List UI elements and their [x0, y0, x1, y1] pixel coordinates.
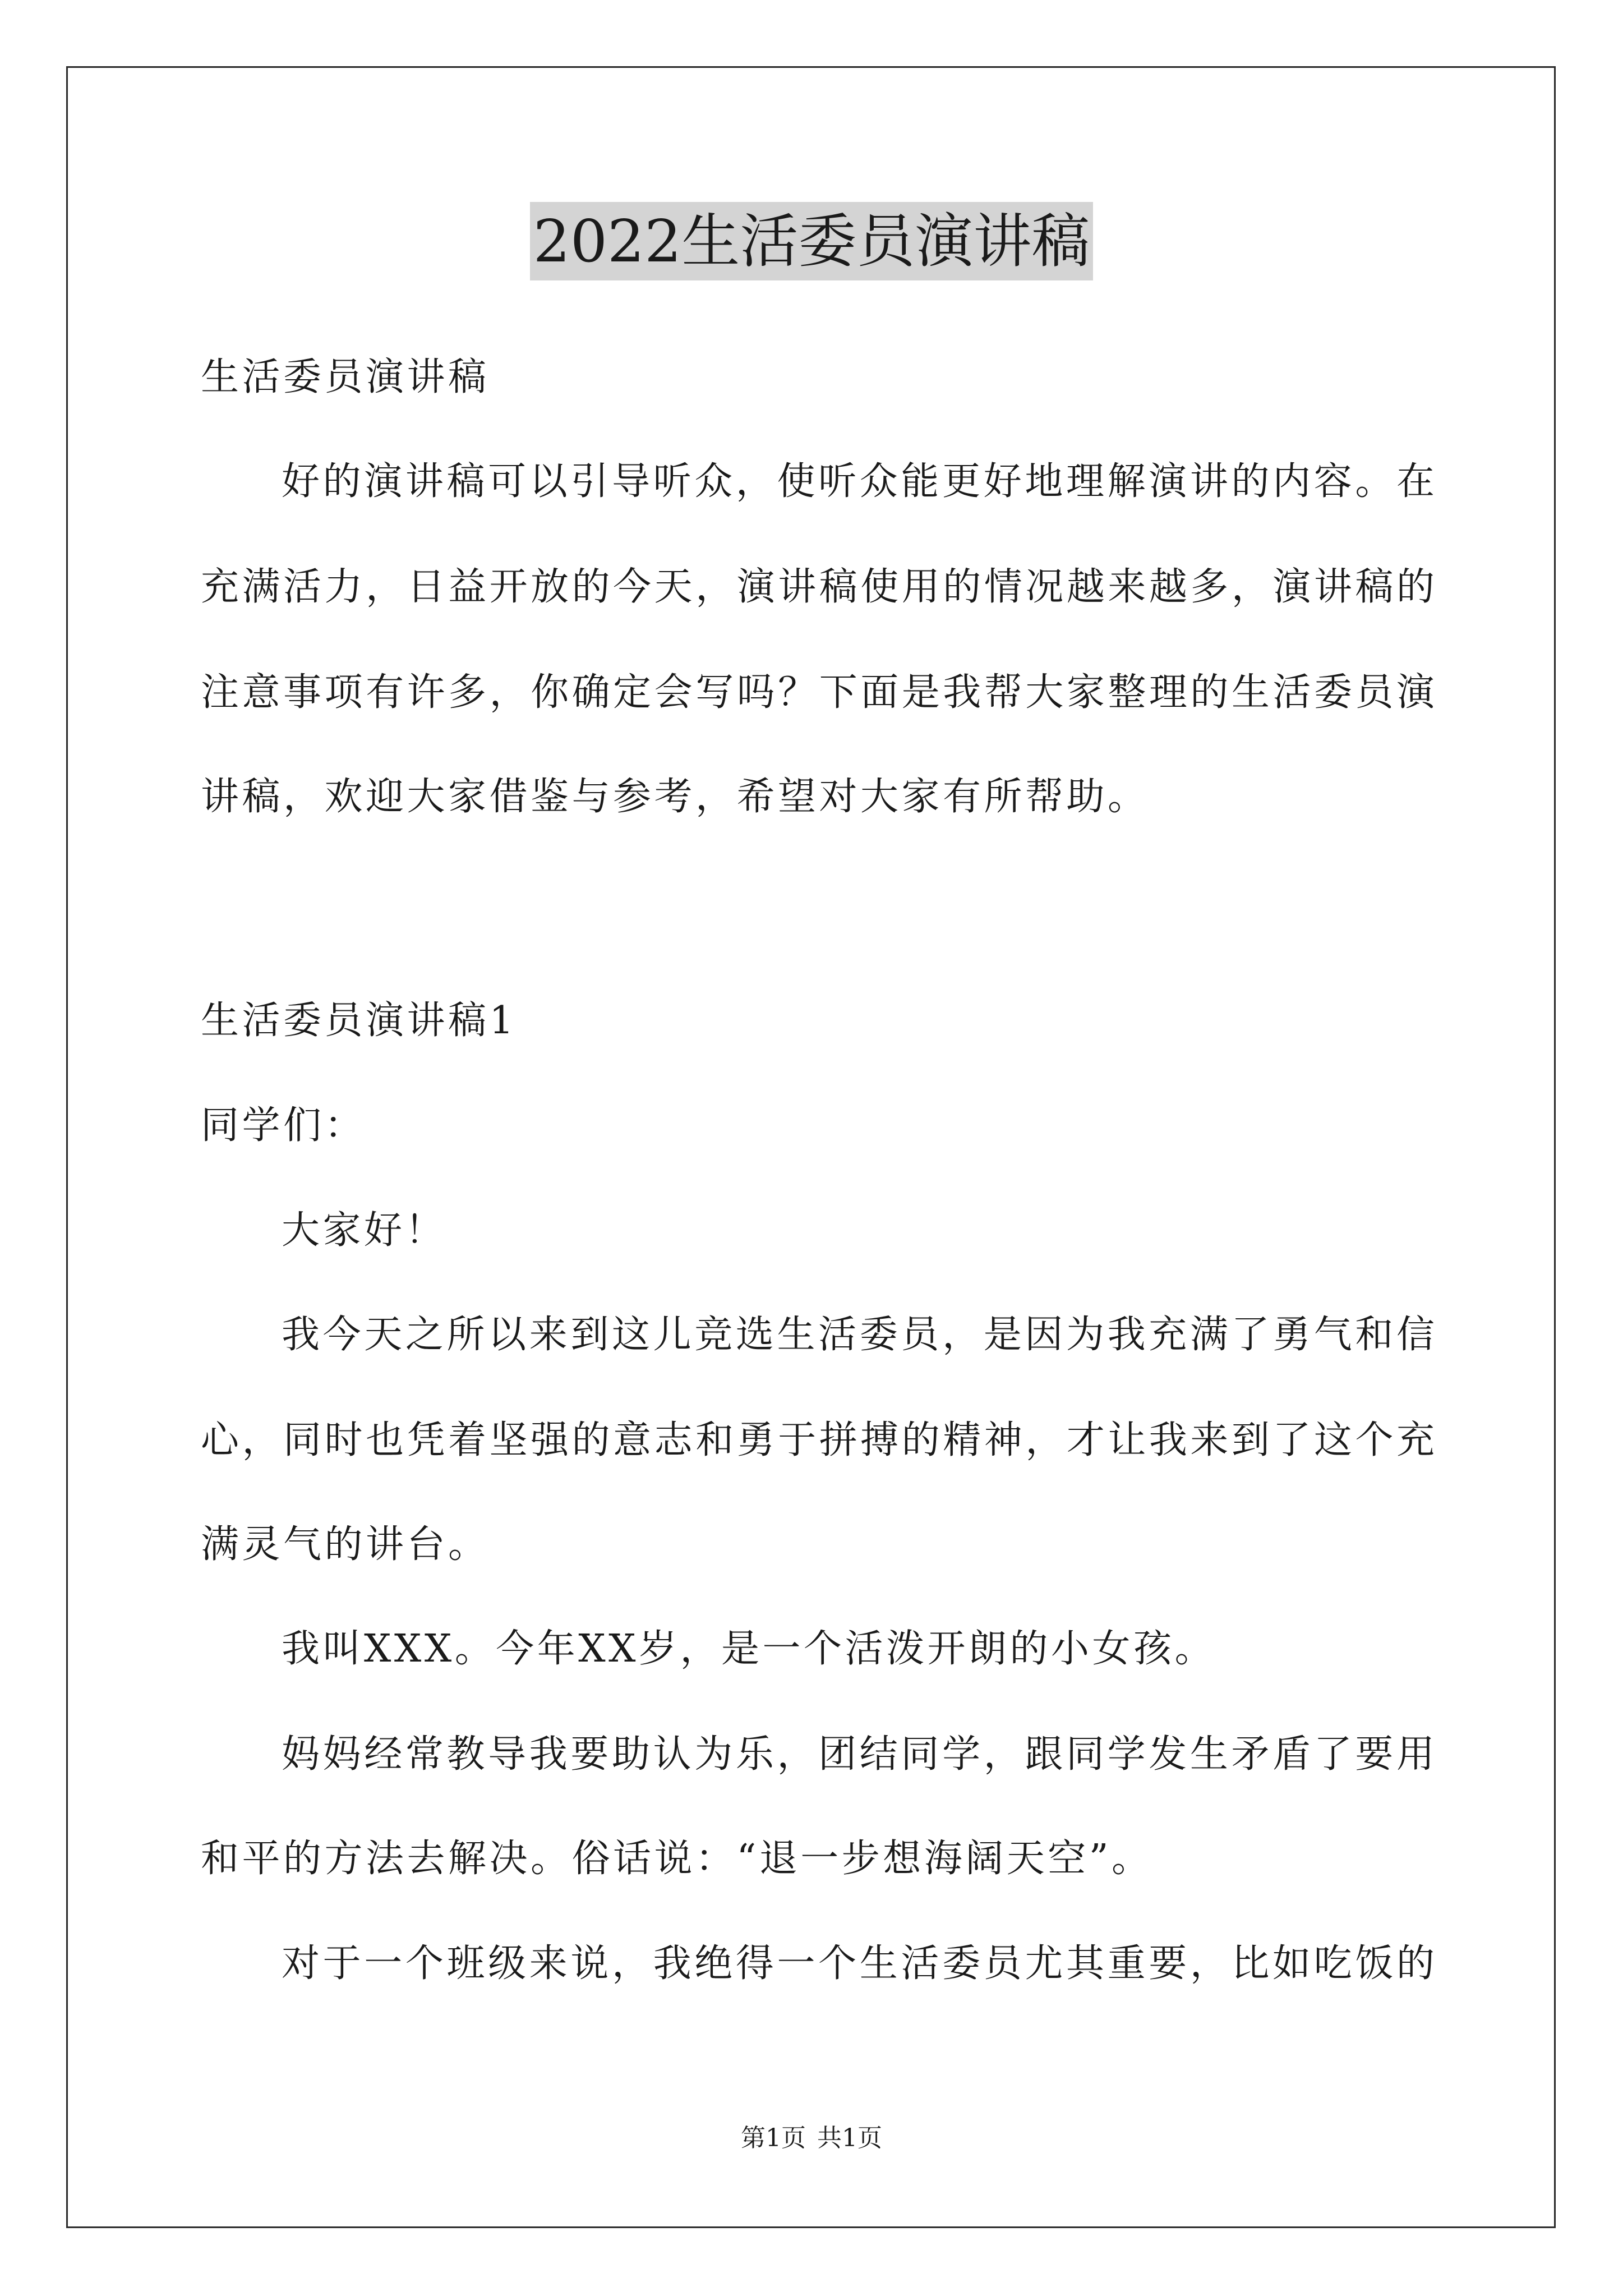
- page-number: 第1页: [741, 2124, 806, 2152]
- paragraph-line: 妈妈经常教导我要助认为乐，团结同学，跟同学发生矛盾了要用: [282, 1732, 1435, 1777]
- paragraph-line: 充满活力，日益开放的今天，演讲稿使用的情况越来越多，演讲稿的: [201, 565, 1435, 609]
- paragraph-line: 心，同时也凭着坚强的意志和勇于拼搏的精神，才让我来到了这个充: [201, 1418, 1435, 1462]
- paragraph-line: 注意事项有许多，你确定会写吗？下面是我帮大家整理的生活委员演: [201, 670, 1435, 715]
- paragraph-line: 好的演讲稿可以引导听众，使听众能更好地理解演讲的内容。在: [282, 459, 1435, 504]
- paragraph-line: 讲稿，欢迎大家借鉴与参考，希望对大家有所帮助。: [201, 775, 1149, 819]
- paragraph-line: 满灵气的讲台。: [201, 1522, 490, 1567]
- section-heading: 生活委员演讲稿1: [201, 999, 517, 1043]
- paragraph-line: 对于一个班级来说，我绝得一个生活委员尤其重要，比如吃饭的: [282, 1941, 1435, 1986]
- paragraph-line: 和平的方法去解决。俗话说：“退一步想海阔天空”。: [201, 1837, 1153, 1881]
- greeting: 大家好！: [282, 1208, 447, 1253]
- section-heading: 生活委员演讲稿: [201, 355, 490, 399]
- paragraph-line: 我今天之所以来到这儿竞选生活委员，是因为我充满了勇气和信: [282, 1313, 1435, 1357]
- title-container: [0, 202, 1623, 280]
- paragraph-line: 我叫XXX。今年XX岁，是一个活泼开朗的小女孩。: [282, 1627, 1216, 1671]
- page-footer: [0, 2122, 1623, 2155]
- document-title: 2022生活委员演讲稿: [530, 202, 1094, 280]
- salutation: 同学们：: [201, 1103, 366, 1148]
- total-pages: 共1页: [817, 2124, 882, 2152]
